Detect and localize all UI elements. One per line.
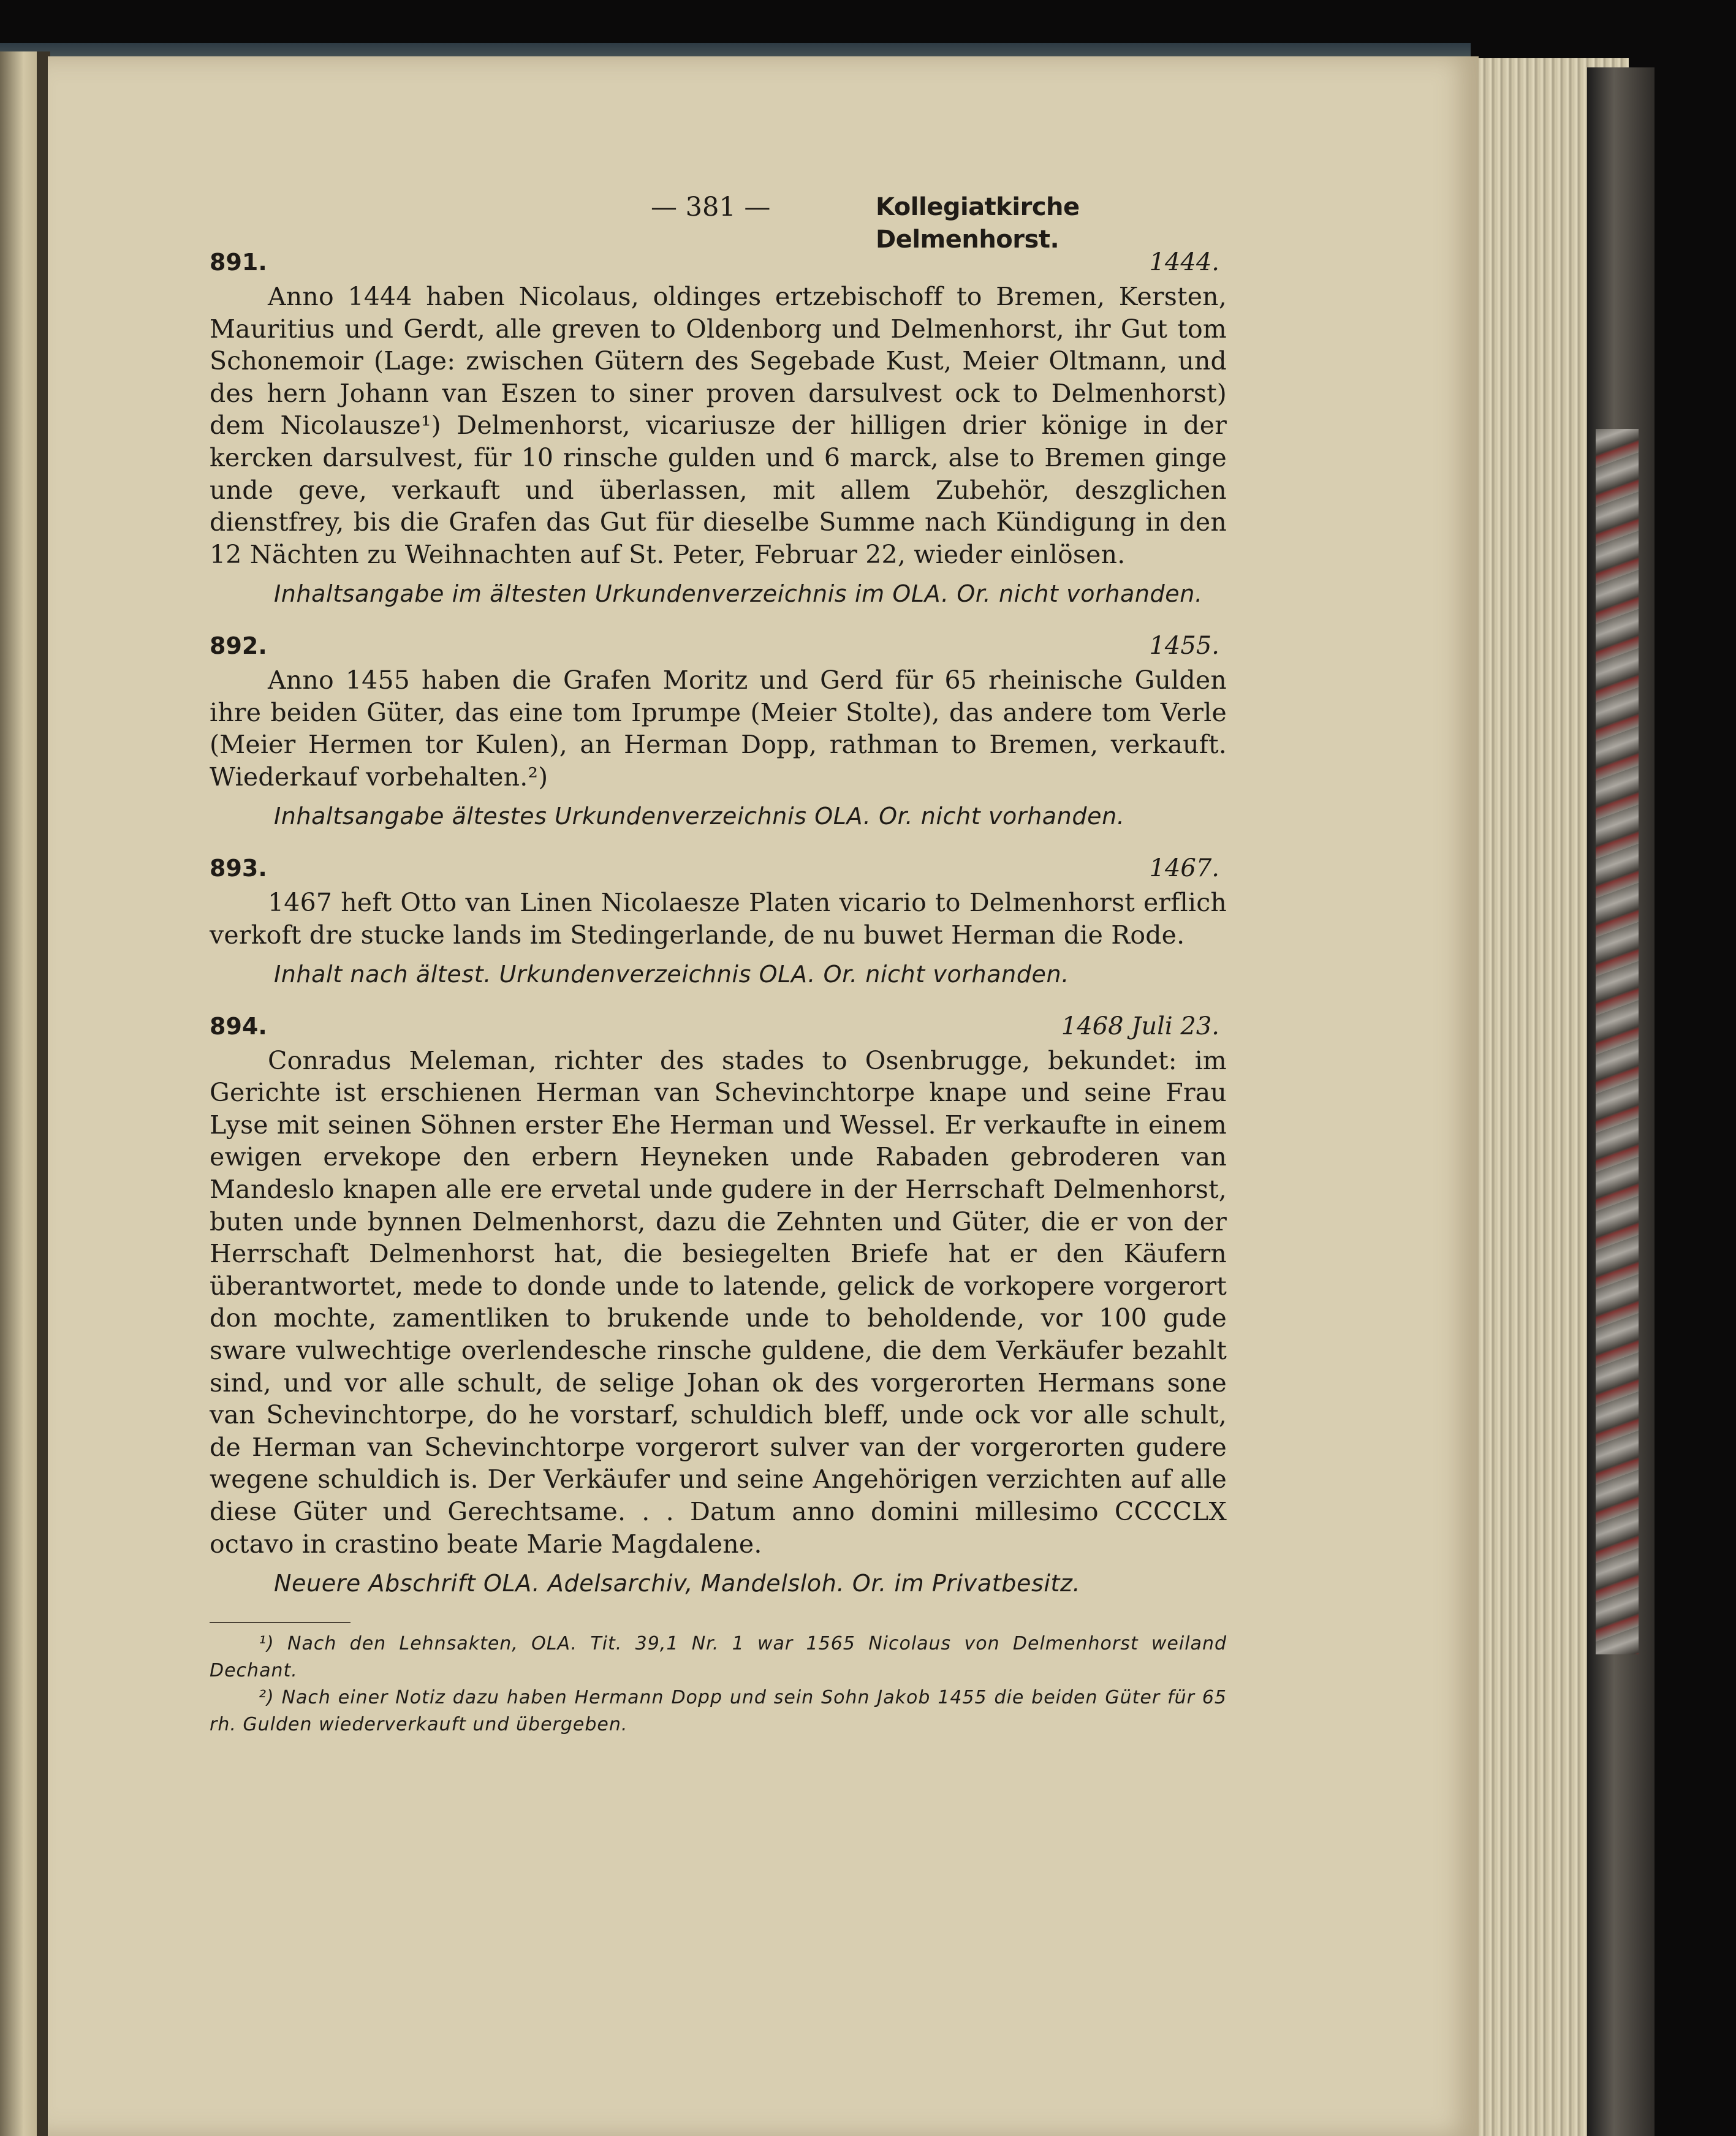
document-entry: [210, 246, 1227, 610]
entry-source: Inhalt nach ältest. Urkundenverzeichnis OLA. Or. nicht vorhanden.: [274, 961, 1069, 988]
marbled-cover: [1596, 429, 1639, 1654]
page-number: — 381 —: [651, 192, 771, 222]
entry-source: Neuere Abschrift OLA. Adelsarchiv, Mandelsloh. Or. im Privatbesitz.: [274, 1570, 1081, 1597]
entry-date: 1467.: [1149, 854, 1219, 882]
entry-body: Anno 1455 haben die Grafen Moritz und Gerd für 65 rheinische Gulden ihre beiden Güter, das eine tom Iprumpe (Meier Stolte), das andere tom Verle (Meier Hermen tor Kulen), an Herman Dopp, rathman to Bremen, verkauft. Wiederkauf vorbehalten.²): [210, 665, 1227, 792]
document-entry: [210, 1010, 1227, 1600]
entry-number: 894.: [210, 1012, 267, 1040]
entry-heading: [210, 852, 1227, 887]
footnotes: [210, 1630, 1227, 1738]
entry-date: 1468 Juli 23.: [1061, 1012, 1219, 1040]
entry-heading: [210, 630, 1227, 664]
entry-number: 892.: [210, 632, 267, 659]
entry-source: Inhaltsangabe im ältesten Urkundenverzeichnis im OLA. Or. nicht vorhanden.: [274, 580, 1203, 608]
footnote: ¹) Nach den Lehnsakten, OLA. Tit. 39,1 Nr. 1 war 1565 Nicolaus von Delmenhorst weiland Dechant.: [210, 1632, 1227, 1681]
entry-source: Inhaltsangabe ältestes Urkundenverzeichnis OLA. Or. nicht vorhanden.: [274, 803, 1125, 830]
entry-heading: [210, 1010, 1227, 1045]
footnote: ²) Nach einer Notiz dazu haben Hermann Dopp und sein Sohn Jakob 1455 die beiden Güter für 65 rh. Gulden wiederverkauft und übergeben.: [210, 1686, 1227, 1735]
page-content: [210, 181, 1227, 1738]
entry-body: 1467 heft Otto van Linen Nicolaesze Platen vicario to Delmenhorst erflich verkoft dre stucke lands im Stedingerlande, de nu buwet Herman die Rode.: [210, 887, 1227, 950]
entry-body: Anno 1444 haben Nicolaus, oldinges ertzebischoff to Bremen, Kersten, Mauritius und Gerdt, alle greven to Oldenborg und Delmenhorst, ihr Gut tom Schonemoir (Lage: zwischen Gütern des Segebade Kust, Meier Oltmann, und des hern Johann van Eszen to siner proven darsulvest ock to Delmenhorst) dem Nicolausze¹) Delmenhorst, vicariusze der hilligen drier könige in der kercken darsulvest, für 10 rinsche gulden und 6 marck, alse to Bremen ginge unde geve, verkauft und überlassen, mit allem Zubehör, deszglichen dienstfrey, bis die Grafen das Gut für dieselbe Summe nach Kündigung in den 12 Nächten zu Weihnachten auf St. Peter, Februar 22, wieder einlösen.: [210, 282, 1227, 569]
page-header: [210, 181, 1227, 254]
footnote-rule: [210, 1622, 351, 1623]
entry-body: Conradus Meleman, richter des stades to Osenbrugge, bekundet: im Gerichte ist erschienen Herman van Schevinchtorpe knape und seine Frau Lyse mit seinen Söhnen erster Ehe Herman und Wessel. Er verkaufte in einem ewigen ervekope den erbern Heyneken unde Rabaden gebroderen van Mandeslo knapen alle ere ervetal unde gudere in der Herrschaft Delmenhorst, buten unde bynnen Delmenhorst, dazu die Zehnten und Güter, die er von der Herrschaft Delmenhorst hat, die besiegelten Briefe hat er den Käufern überantwortet, mede to donde unde to latende, gelick de vorkopere vorgerort don mochte, zamentliken to brukende unde to beholdende, vor 100 gude sware vulwechtige overlendesche rinsche guldene, die dem Verkäufer bezahlt sind, und vor alle schult, de selige Johan ok des vorgerorten Hermans sone van Schevinchtorpe, do he vorstarf, schuldich bleff, unde ock vor alle schult, de Herman van Schevinchtorpe vorgerort sulver van der vorgerorten gudere wegene schuldich is. Der Verkäufer und seine Angehörigen verzichten auf alle diese Güter und Gerechtsame. . . Datum anno domini millesimo CCCCLX octavo in crastino beate Marie Magdalene.: [210, 1045, 1227, 1559]
entry-number: 891.: [210, 249, 267, 276]
entry-date: 1444.: [1149, 248, 1219, 276]
entry-date: 1455.: [1149, 631, 1219, 660]
document-entry: [210, 630, 1227, 833]
entry-number: 893.: [210, 854, 267, 882]
document-entry: [210, 852, 1227, 991]
running-title: Kollegiatkirche Delmenhorst.: [876, 193, 1080, 254]
